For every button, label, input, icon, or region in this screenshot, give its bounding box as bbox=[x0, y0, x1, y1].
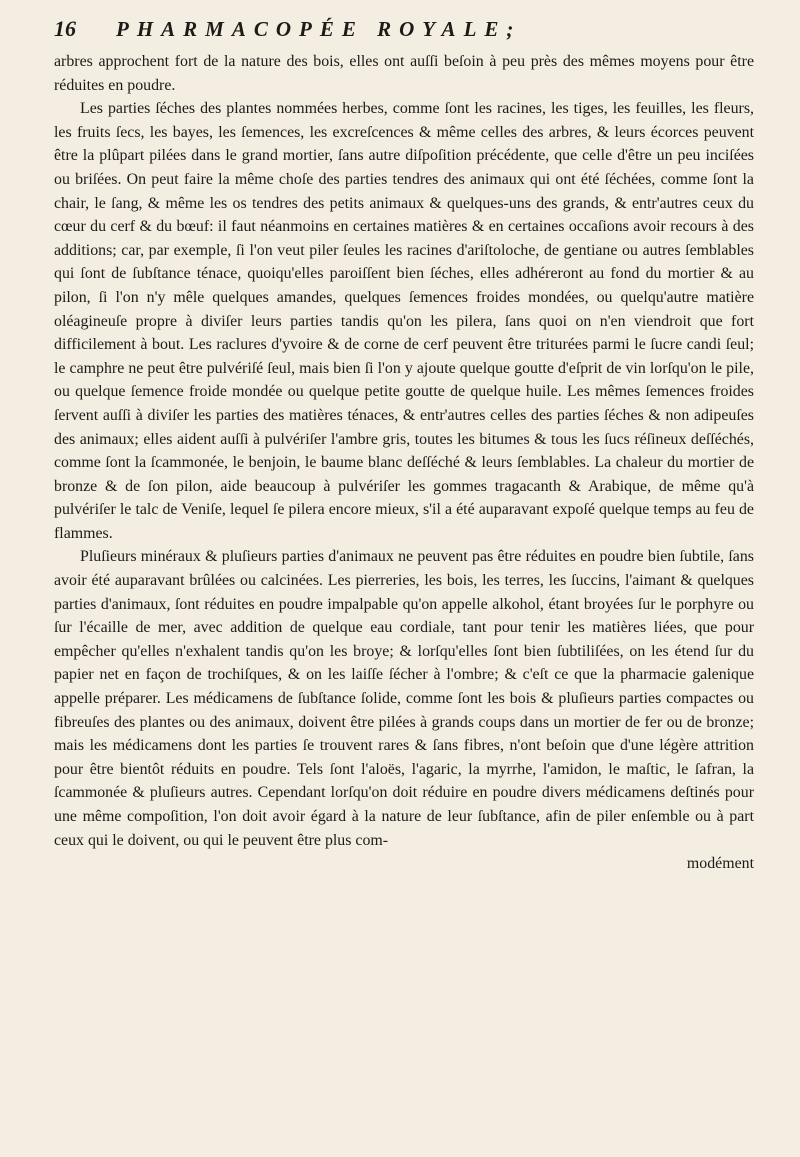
running-head: PHARMACOPÉE ROYALE; bbox=[116, 17, 522, 41]
paragraph-continuation: arbres approchent fort de la nature des bois, elles ont auſſi beſoin à peu près des mêmes moyens pour être réduites en poudre. bbox=[54, 53, 754, 94]
paragraph: Les parties ſéches des plantes nommées herbes, comme ſont les racines, les tiges, les feuilles, les fleurs, les fruits ſecs, les bayes, les ſemences, les excreſcences & même celles des arbres, & leurs écorces peuvent être la plûpart pilées dans le grand mortier, ſans autre diſpoſition précédente, que celle d'être un peu inciſées ou briſées. On peut faire la même choſe des parties tendres des animaux qui ont été ſéchées, comme ſont la chair, le ſang, & même les os tendres des petits animaux & quelques-uns des grands, & entr'autres ceux du cœur du cerf & du bœuf: il faut néanmoins en certaines matières & en certaines occaſions avoir recours à des additions; car, par exemple, ſi l'on veut piler ſeules les racines d'ariſtoloche, de gentiane ou autres ſemblables qui ſont de ſubſtance ténace, quoiqu'elles paroiſſent bien ſéches, elles adhéreront au fond du mortier & au pilon, ſi l'on n'y mêle quelques amandes, quelques ſemences froides mondées, ou quelqu'autre matière oléagineuſe propre à diviſer leurs parties tandis qu'on les pilera, ſans quoi on n'en viendroit que fort difficilement à bout. Les raclures d'yvoire & de corne de cerf peuvent être triturées parmi le ſucre candi ſeul; le camphre ne peut être pulvériſé ſeul, mais bien ſi l'on y ajoute quelque goutte d'eſprit de vin lorſqu'on le pile, ou quelque ſemence froide mondée ou quelque petite goutte de quelque huile. Les mêmes ſemences froides ſervent auſſi à diviſer les parties des matières ténaces, & entr'autres celles des parties ſéches & non adipeuſes des animaux; elles aident auſſi à pulvériſer l'ambre gris, toutes les bitumes & tous les ſucs réſineux deſſéchés, comme ſont la ſcammonée, le benjoin, le baume blanc deſſéché & leurs ſemblables. La chaleur du mortier de bronze & de ſon pilon, aide beaucoup à pulvériſer les gommes tragacanth & Arabique, de même qu'à pulvériſer le talc de Veniſe, lequel ſe pilera encore mieux, s'il a été auparavant expoſé quelque temps au feu de flammes. bbox=[54, 100, 754, 542]
catchword: modément bbox=[686, 855, 754, 873]
body-text bbox=[54, 50, 754, 852]
page-header bbox=[54, 16, 754, 50]
paragraph: Pluſieurs minéraux & pluſieurs parties d'animaux ne peuvent pas être réduites en poudre bien ſubtile, ſans avoir été auparavant brûlées ou calcinées. Les pierreries, les bois, les terres, les ſuccins, l'aimant & quelques parties d'animaux, ſont réduites en poudre impalpable qu'on appelle alkohol, étant broyées ſur le porphyre ou ſur l'écaille de mer, avec addition de quelque eau cordiale, tant pour tenir les matières liées, que pour empêcher qu'elles n'exhalent tandis qu'on les broye; & lorſqu'elles ſont bien ſubtiliſées, on les étend ſur du papier net en façon de trochiſques, & on les laiſſe ſécher à l'ombre; & c'eſt ce que la pharmacie galenique appelle préparer. Les médicamens de ſubſtance ſolide, comme ſont les bois & pluſieurs parties compactes ou fibreuſes des plantes ou des animaux, doivent être pilées à grands coups dans un mortier de fer ou de bronze; mais les médicamens dont les parties ſe trouvent rares & ſans fibres, n'ont beſoin que d'une légère attrition pour être bientôt réduits en poudre. Tels ſont l'aloës, l'agaric, la myrrhe, l'amidon, le maſtic, le ſafran, la ſcammonée & pluſieurs autres. Cependant lorſqu'on doit réduire en poudre divers médicamens deſtinés pour une même compoſition, l'on doit avoir égard à la nature de leur ſubſtance, afin de piler enſemble ou à part ceux qui le doivent, ou qui le peuvent être plus com- bbox=[54, 548, 754, 849]
page-number: 16 bbox=[54, 16, 76, 41]
